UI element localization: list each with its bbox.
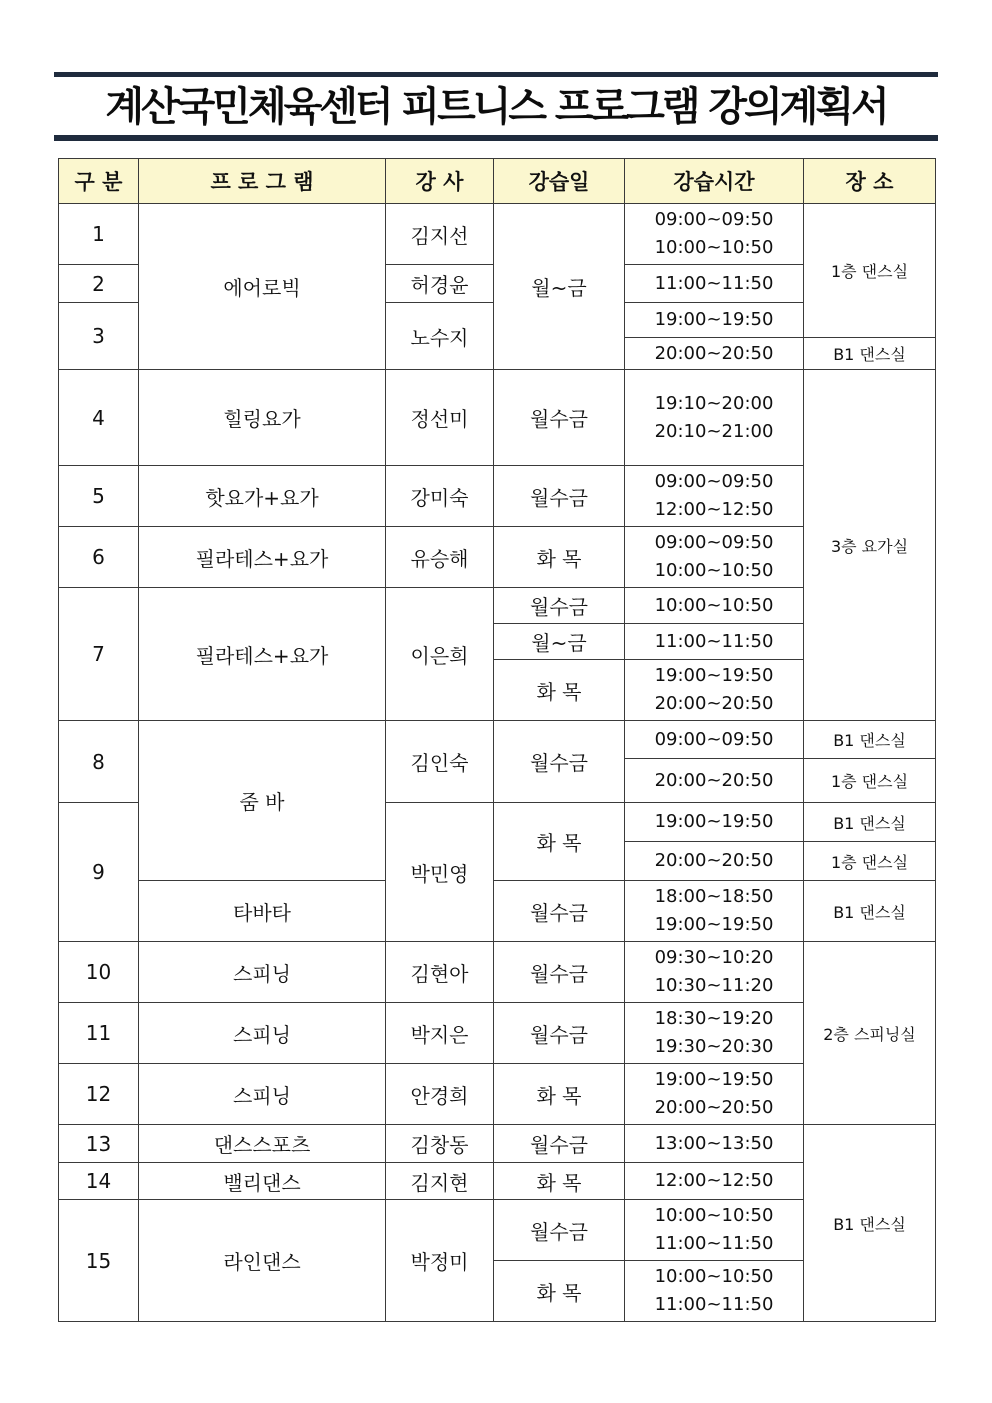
place-cell: 1층 댄스실 [804,204,936,338]
row-num: 13 [59,1125,139,1163]
time-slot: 19:30~20:30 [654,1036,774,1057]
program-cell: 댄스스포츠 [139,1125,386,1163]
header-instructor: 강 사 [386,159,494,204]
time-cell [625,1163,804,1200]
time-cell [625,660,804,721]
time-cell [625,370,804,466]
time-cell [625,842,804,881]
time-cell [625,527,804,588]
instructor-cell: 김지선 [386,204,494,265]
row-num: 5 [59,466,139,527]
time-slot: 11:00~11:50 [654,1294,774,1315]
time-cell [625,303,804,338]
program-cell: 스피닝 [139,1064,386,1125]
table-row [59,942,936,1003]
time-cell [625,1200,804,1261]
place-cell: B1 댄스실 [804,881,936,942]
time-slot: 10:00~10:50 [654,237,774,258]
table-row [59,1125,936,1163]
time-cell [625,265,804,303]
instructor-cell: 유승해 [386,527,494,588]
instructor-cell: 정선미 [386,370,494,466]
days-cell: 화 목 [494,527,625,588]
header-row [59,159,936,204]
time-cell [625,624,804,660]
days-cell: 월수금 [494,1003,625,1064]
days-cell: 화 목 [494,1163,625,1200]
time-slot: 10:00~10:50 [654,560,774,581]
row-num: 14 [59,1163,139,1200]
row-num: 1 [59,204,139,265]
title-banner [54,72,938,142]
time-slot: 11:00~11:50 [654,272,774,294]
time-slot: 10:00~10:50 [654,594,774,616]
instructor-cell: 강미숙 [386,466,494,527]
table-row [59,370,936,466]
time-slot: 19:00~19:50 [654,665,774,686]
place-cell: B1 댄스실 [804,721,936,759]
instructor-cell: 허경윤 [386,265,494,303]
time-cell [625,1064,804,1125]
days-cell: 화 목 [494,803,625,881]
table-row [59,721,936,759]
days-cell: 월수금 [494,881,625,942]
row-num: 3 [59,303,139,370]
instructor-cell: 안경희 [386,1064,494,1125]
row-num: 11 [59,1003,139,1064]
table-row [59,881,936,942]
time-slot: 20:00~20:50 [654,1097,774,1118]
schedule-table [58,158,936,1322]
program-cell: 밸리댄스 [139,1163,386,1200]
days-cell: 화 목 [494,1261,625,1322]
time-slot: 18:00~18:50 [654,886,774,907]
time-slot: 19:10~20:00 [654,392,774,414]
days-cell: 화 목 [494,660,625,721]
time-slot: 11:00~11:50 [654,1233,774,1254]
place-cell: 1층 댄스실 [804,759,936,803]
row-num: 15 [59,1200,139,1322]
time-slot: 13:00~13:50 [654,1132,774,1154]
time-cell [625,942,804,1003]
row-num: 12 [59,1064,139,1125]
program-cell: 필라테스+요가 [139,527,386,588]
time-slot: 10:00~10:50 [654,1205,774,1226]
instructor-cell: 박지은 [386,1003,494,1064]
row-num: 4 [59,370,139,466]
instructor-cell: 김창동 [386,1125,494,1163]
title-bottom-rule [54,135,938,141]
days-cell: 월수금 [494,942,625,1003]
row-num: 2 [59,265,139,303]
instructor-cell: 김지현 [386,1163,494,1200]
time-slot: 20:00~20:50 [654,342,774,364]
place-cell: 1층 댄스실 [804,842,936,881]
time-cell [625,466,804,527]
row-num: 10 [59,942,139,1003]
place-cell: 2층 스피닝실 [804,942,936,1125]
time-slot: 10:30~11:20 [654,975,774,996]
days-cell: 월수금 [494,466,625,527]
time-slot: 19:00~19:50 [654,1069,774,1090]
header-time: 강습시간 [625,159,804,204]
days-cell: 월수금 [494,588,625,624]
days-cell: 화 목 [494,1064,625,1125]
time-cell [625,588,804,624]
program-cell: 스피닝 [139,1003,386,1064]
program-cell: 줌 바 [139,721,386,881]
time-slot: 20:00~20:50 [654,693,774,714]
time-slot: 09:30~10:20 [654,947,774,968]
header-num: 구 분 [59,159,139,204]
days-cell: 월~금 [494,204,625,370]
place-cell: B1 댄스실 [804,338,936,370]
days-cell: 월~금 [494,624,625,660]
time-slot: 19:00~19:50 [654,309,774,330]
program-cell: 에어로빅 [139,204,386,370]
time-cell [625,1125,804,1163]
program-cell: 타바타 [139,881,386,942]
time-slot: 20:00~20:50 [654,769,774,791]
time-slot: 12:00~12:50 [654,499,774,520]
program-cell: 필라테스+요가 [139,588,386,721]
table-row [59,204,936,265]
header-days: 강습일 [494,159,625,204]
time-slot: 11:00~11:50 [654,630,774,652]
instructor-cell: 박정미 [386,1200,494,1322]
title-top-rule [54,72,938,77]
time-slot: 19:00~19:50 [654,811,774,832]
place-cell: B1 댄스실 [804,803,936,842]
time-slot: 09:00~09:50 [654,471,774,492]
instructor-cell: 노수지 [386,303,494,370]
time-cell [625,759,804,803]
time-cell [625,338,804,370]
program-cell: 핫요가+요가 [139,466,386,527]
time-slot: 12:00~12:50 [654,1170,774,1191]
time-slot: 10:00~10:50 [654,1266,774,1287]
time-cell [625,721,804,759]
program-cell: 라인댄스 [139,1200,386,1322]
row-num: 9 [59,803,139,942]
header-program: 프 로 그 램 [139,159,386,204]
program-cell: 힐링요가 [139,370,386,466]
time-cell [625,803,804,842]
days-cell: 월수금 [494,1200,625,1261]
instructor-cell: 김현아 [386,942,494,1003]
time-cell [625,881,804,942]
instructor-cell: 김인숙 [386,721,494,803]
days-cell: 월수금 [494,1125,625,1163]
time-slot: 09:00~09:50 [654,209,774,230]
place-cell: B1 댄스실 [804,1125,936,1322]
time-slot: 09:00~09:50 [654,532,774,553]
document-title: 계산국민체육센터 피트니스 프로그램 강의계획서 [105,84,887,130]
time-slot: 19:00~19:50 [654,914,774,935]
time-cell [625,204,804,265]
time-slot: 20:10~21:00 [654,420,774,442]
row-num: 8 [59,721,139,803]
time-slot: 20:00~20:50 [654,850,774,871]
time-slot: 18:30~19:20 [654,1008,774,1029]
place-cell: 3층 요가실 [804,370,936,721]
row-num: 6 [59,527,139,588]
instructor-cell: 이은희 [386,588,494,721]
time-cell [625,1003,804,1064]
instructor-cell: 박민영 [386,803,494,942]
header-place: 장 소 [804,159,936,204]
days-cell: 월수금 [494,721,625,803]
time-cell [625,1261,804,1322]
row-num: 7 [59,588,139,721]
time-slot: 09:00~09:50 [654,728,774,750]
days-cell: 월수금 [494,370,625,466]
program-cell: 스피닝 [139,942,386,1003]
